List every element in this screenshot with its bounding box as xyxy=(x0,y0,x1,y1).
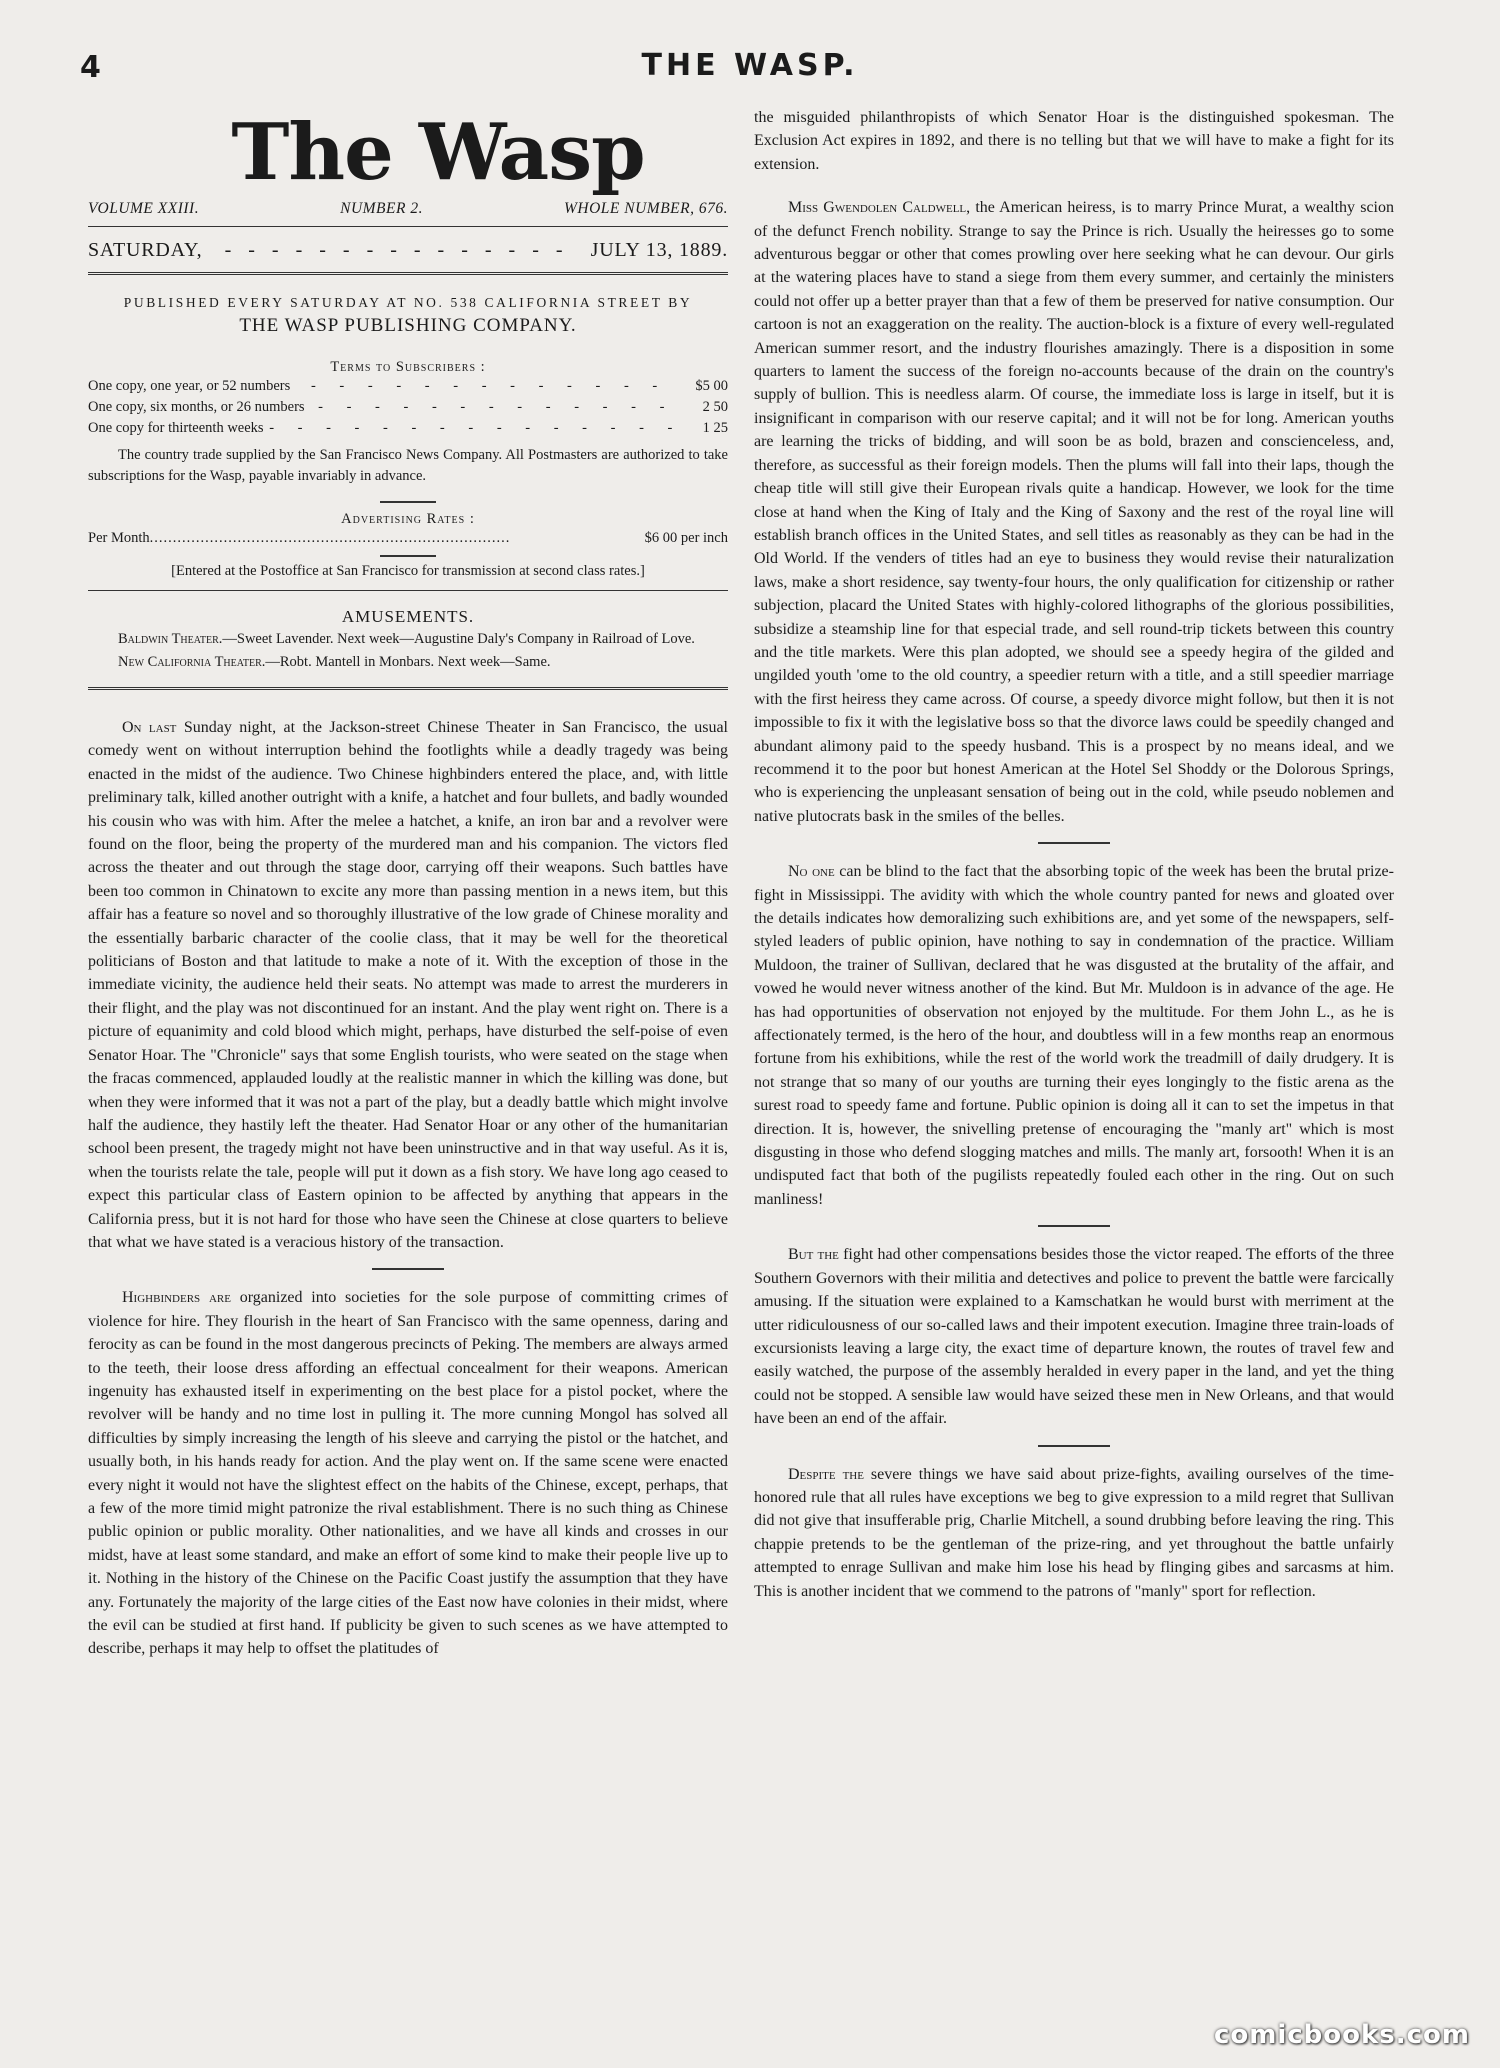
amusement-text: —Robt. Mantell in Monbars. Next week—Same. xyxy=(265,654,551,670)
rate-amount: 2 50 xyxy=(702,399,728,415)
article-paragraph xyxy=(88,716,728,1254)
publisher-line: PUBLISHED EVERY SATURDAY AT NO. 538 CALIFORNIA STREET BY xyxy=(123,295,693,310)
article-lead: Despite the xyxy=(788,1465,864,1483)
advertising-label: Per Month xyxy=(88,530,150,546)
advertising-row xyxy=(88,528,728,549)
article-paragraph xyxy=(754,1463,1394,1603)
article-separator xyxy=(1038,842,1110,844)
article-text: fight had other compensations besides those the victor reaped. The efforts of the three Southern Governors with their militia and detectives and police to prevent the battle were farcically amusing. If the situation were explained to a Kamschatkan he would burst with merriment at the utter ridiculousness of our so-called laws and their impotent execution. Imagine three train-loads of excursionists leaving a large city, the exact time of departure known, the routes of travel few and easily watched, the purpose of the assembly heralded in every paper in the land, and yet the thing could not be stopped. A sensible law would have seized these men in New Orleans, and that would have been an end of the affair. xyxy=(754,1246,1394,1428)
terms-heading: Terms to Subscribers : xyxy=(330,359,486,375)
page-number: 4 xyxy=(80,50,101,85)
leader-dots: - - - - - - - - - - - - - xyxy=(318,399,675,415)
leader-dots: - - - - - - - - - - - - - xyxy=(310,378,668,394)
volume-line xyxy=(88,200,728,227)
article-text: the American heiress, is to marry Prince Murat, a wealthy scion of the defunct French nobility. Strange to say the Prince is rich. Usually the heiresses go to some adventurous beggar or other that comes prowling over here seeking what he can devour. Our girls at the watering places have to stand a siege from them every summer, and certainly the ministers could not offer up a better prayer than that a few of them be preserved for native consumption. Our cartoon is not an exaggeration on the reality. The auction-block is a fixture of every well-regulated American summer resort, and the industry flourishes amazingly. There is a disposition in some quarters to lament the success of the foreign no-accounts because of the drain on the country's supply of bullion. This is needless alarm. Of course, the immediate loss is large in itself, but it is insignificant in comparison with our reserve capital; and it will not be for long. American youths are learning the tricks of bidding, and will soon be as bold, brazen and conscienceless, and, therefore, as successful as their foreign models. Then the plums will fall into their laps, though the cheap title will still give their European rivals quite a handicap. However, we look for the time close at hand when the King of Italy and the King of Saxony and the rest of the royal line will establish branch offices in the United States, and sell titles as reasonably as they can be had in the Old World. If the venders of titles had an eye to business they would revise their naturalization laws, make a short residence, say twenty-four hours, the only qualification for citizenship or rather subjection, placard the United States with highly-colored lithographs of the glorious possibilities, subsidize a steamship line for that especial trade, and sell round-trip tickets between this country and the title markets. Were this plan adopted, we should see a speedy hegira of the gilded and ungilded youth 'ome to the old country, a speedier return with a title, and a still speedier marriage with the first heiress they came across. Of course, a speedy divorce might follow, but then it is not impossible to fix it with the legislative boss so that the divorce laws could be speedily changed and abundant alimony paid to the speedy husband. This is a prospect by no means ideal, and we recommend it to the poor but honest American at the Hotel Sel Shoddy or the Dolorous Springs, who is experiencing the unpleasant sensation of being out in the cold, while pseudo noblemen and native plutocrats bask in the smiles of the belles. xyxy=(754,199,1394,825)
issue-day: SATURDAY, xyxy=(88,239,203,261)
running-head: THE WASP. xyxy=(641,48,859,83)
article-text: can be blind to the fact that the absorbing topic of the week has been the brutal prize-fight in Mississippi. The avidity with which the whole country panted for news and gloated over the details indicates how demoralizing such exhibitions are, and yet some of the newspapers, self-styled leaders of public opinion, have nothing to say in condemnation of the practice. William Muldoon, the trainer of Sullivan, declared that he was disgusted at the brutality of the affair, and vowed he would never witness another of the kind. But Mr. Muldoon is in advance of the age. He has had opportunities of observation not enjoyed by the multitude. For them John L., as he is affectionately termed, is the hero of the hour, and doubtless will in a few months reap an enormous fortune from his exhibitions, while the rest of the world work the treadmill of daily drudgery. It is not strange that so many of our youths are turning their eyes longingly to the fistic arena as the surest road to speedy fame and fortune. Public opinion is doing all it can to set the impetus in that direction. It is, however, the snivelling pretense of encouraging the "manly art" which is most disgusting in those who defend slogging matches and mills. The manly art, forsooth! When it is an undisputed fact that both of the pugilists repeatedly fouled each other in the ring. Out on such manliness! xyxy=(754,863,1394,1208)
article-paragraph xyxy=(754,860,1394,1211)
article-separator xyxy=(372,1268,444,1270)
amusement-text: —Sweet Lavender. Next week—Augustine Daly's Company in Railroad of Love. xyxy=(222,631,695,647)
article-text: the misguided philanthropists of which Senator Hoar is the distinguished spokesman. The Exclusion Act expires in 1892, and there is no telling but that we will have to make a fight for its extension. xyxy=(754,109,1394,173)
article-lead: But the xyxy=(788,1246,839,1264)
watermark: comicbooks.com xyxy=(1213,2020,1470,2050)
article-lead: No one xyxy=(788,863,835,881)
subscription-note: The country trade supplied by the San Francisco News Company. All Postmasters are authorized to take subscriptions for the Wasp, payable invariably in advance. xyxy=(88,447,728,484)
postoffice-notice: [Entered at the Postoffice at San Francisco for transmission at second class rates.] xyxy=(88,563,728,591)
amusement-item xyxy=(88,629,728,650)
amusement-item xyxy=(88,652,728,673)
rate-row xyxy=(88,376,728,397)
left-column xyxy=(88,108,728,1661)
divider xyxy=(380,555,436,557)
rate-label: One copy, six months, or 26 numbers xyxy=(88,399,305,415)
article-continuation xyxy=(754,106,1394,176)
article-text: severe things we have said about prize-fights, availing ourselves of the time-honored rule that all rules have exceptions we beg to give expression to a mild regret that Sullivan did not give that insufferable prig, Charlie Mitchell, a sound drubbing before leaving the ring. This chappie pretends to be the gentleman of the prize-ring, and yet throughout the battle unfairly attempted to enrage Sullivan and make him lose his head by flinging gibes and sarcasms at him. This is another incident that we commend to the patrons of "manly" sport for reflection. xyxy=(754,1465,1395,1600)
amusements-section xyxy=(88,607,728,690)
article-paragraph xyxy=(754,196,1394,828)
rate-amount: $5 00 xyxy=(695,378,728,394)
volume: VOLUME XXIII. xyxy=(88,200,200,217)
advertising-heading: Advertising Rates : xyxy=(341,511,475,527)
issue-date: JULY 13, 1889. xyxy=(590,239,728,261)
article-text: Sunday night, at the Jackson-street Chinese Theater in San Francisco, the usual comedy went on without interruption behind the footlights while a deadly tragedy was being enacted in the midst of the audience. Two Chinese highbinders entered the place, and, with little preliminary talk, killed another outright with a knife, a hatchet and four bullets, and badly wounded his cousin who was with him. After the melee a hatchet, a knife, an iron bar and a revolver were found on the floor, being the property of the murdered man and his companion. The victors fled across the theater and out through the stage door, carrying off their weapons. Such battles have been too common in Chinatown to excite any more than passing mention in a news item, but this affair has a feature so novel and so thoroughly illustrative of the low grade of Chinese morality and the essentially barbaric character of the coolie class, that it may be well for the theoretical politicians of Boston and that latitude to make a note of it. With the exception of those in the immediate vicinity, the audience held their seats. No attempt was made to arrest the murderers in their flight, and the play was not discontinued for an instant. And the play went right on. There is a picture of equanimity and cold blood which might, perhaps, have disturbed the self-poise of even Senator Hoar. The "Chronicle" says that some English tourists, who were seated on the stage when the fracas commenced, applauded loudly at the realistic manner in which the killing was done, but when they were informed that it was not a part of the play, but a deadly battle which might involve half the audience, they hastily left the theater. Had Senator Hoar or any other of the humanitarian school been present, the tragedy might not have been uninstructive and in that way useful. As it is, when the tourists relate the tale, people will put it down as a fish story. We have long ago ceased to expect this particular class of Eastern opinion to be affected by anything that appears in the California press, but it is not hard for those who have seen the Chinese at close quarters to believe that what we have stated is a veracious history of the transaction. xyxy=(88,719,728,1251)
article-lead: On last xyxy=(122,719,177,736)
date-dashes: - - - - - - - - - - - - - - - xyxy=(224,239,569,261)
advertising-dots: .............................................................................. xyxy=(149,530,511,546)
article-lead: Highbinders are xyxy=(122,1289,231,1307)
rate-amount: 1 25 xyxy=(702,420,728,436)
article-text: organized into societies for the sole purpose of committing crimes of violence for hire. They flourish in the heart of San Francisco with the same openness, daring and ferocity as can be found in the most dangerous precincts of Peking. The members are always armed to the teeth, their loose dress affording an effectual concealment for their weapons. American ingenuity has exhausted itself in experimenting on the best place for a pistol pocket, where the revolver will be handy and no time lost in pulling it. The more cunning Mongol has solved all difficulties by simply increasing the length of his sleeve and carrying the pistol or the hatchet, and usually both, in his hands ready for action. And the play went on. If the same scene were enacted every night it would not have the slightest effect on the habits of the Chinese, except, perhaps, that a few of the more timid might patronize the rival establishment. There is no such thing as Chinese public opinion or public morality. Other nationalities, and we have all kinds and crosses in our midst, have at least some standard, and make an effort of some kind to make their people live up to it. Nothing in the history of the Chinese on the Pacific Coast justify the assumption that they have any. Fortunately the majority of the large cities of the East now have colonies in their midst, where the evil can be studied at first hand. If publicity be given to such scenes as we have attempted to describe, perhaps it may help to offset the platitudes of xyxy=(88,1289,729,1658)
article-separator xyxy=(1038,1225,1110,1227)
right-column xyxy=(754,106,1394,1603)
rate-label: One copy for thirteenth weeks xyxy=(88,420,264,436)
article-paragraph xyxy=(754,1243,1394,1430)
theater-name: New California Theater. xyxy=(118,654,266,670)
article-separator xyxy=(1038,1445,1110,1447)
article-paragraph xyxy=(88,1286,728,1661)
divider xyxy=(380,501,436,503)
advertising-amount: $6 00 per inch xyxy=(644,530,728,546)
issue-number: NUMBER 2. xyxy=(340,200,423,217)
rate-label: One copy, one year, or 52 numbers xyxy=(88,378,291,394)
amusements-heading: AMUSEMENTS. xyxy=(341,607,475,626)
article-lead: Miss Gwendolen Caldwell, xyxy=(788,199,971,217)
rate-row xyxy=(88,397,728,418)
rate-row xyxy=(88,418,728,439)
date-line xyxy=(88,227,728,275)
whole-number: WHOLE NUMBER, 676. xyxy=(564,200,728,217)
publisher-company: THE WASP PUBLISHING COMPANY. xyxy=(239,315,577,336)
leader-dots: - - - - - - - - - - - - - - - xyxy=(269,420,683,436)
theater-name: Baldwin Theater. xyxy=(118,631,223,647)
masthead-title: The Wasp xyxy=(231,107,645,198)
